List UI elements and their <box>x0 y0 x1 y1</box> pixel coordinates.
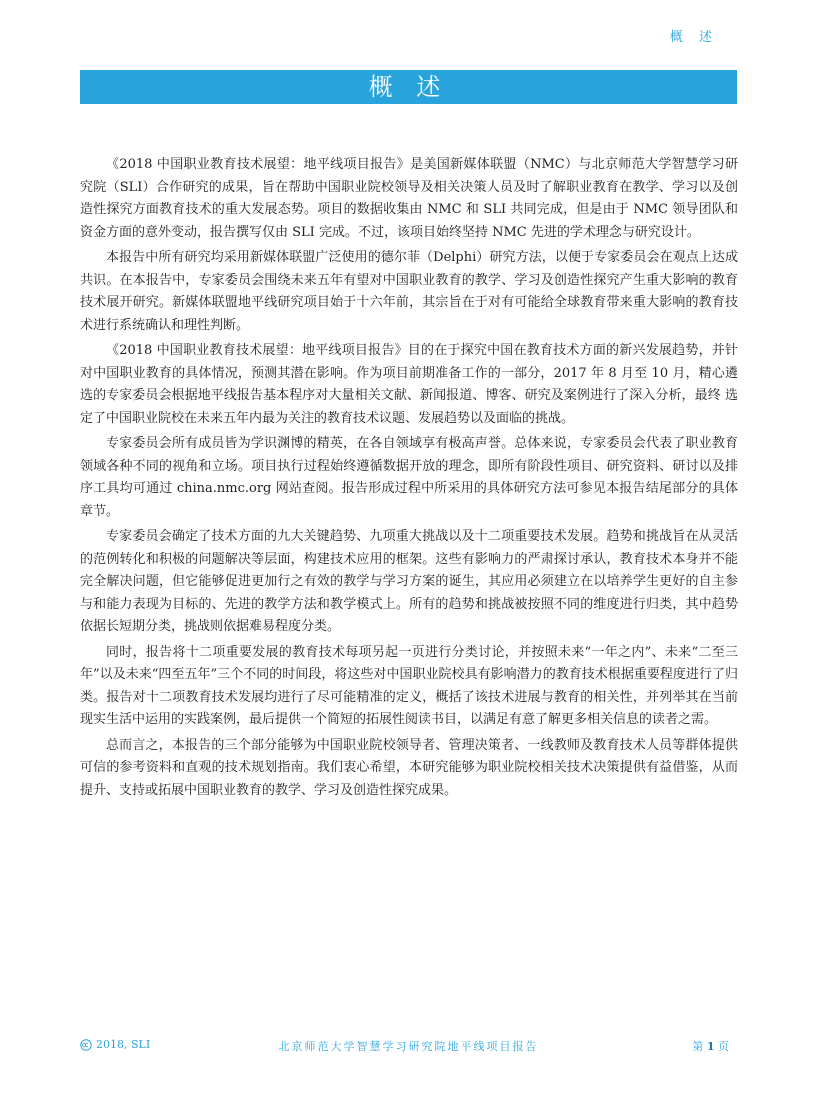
paragraph-4: 专家委员会所有成员皆为学识渊博的精英，在各自领域享有极高声誉。总体来说，专家委员会代表了职业教育领域各种不同的视角和立场。项目执行过程始终遵循数据开放的理念，即所有阶段性项目、研究资料、研讨以及排序工具均可通过 china.nmc.org 网站查阅。报告形成过程中所采用的具体研究方法可参见本报告结尾部分的具体章节。 <box>80 436 738 519</box>
page-prefix: 第 <box>692 1040 704 1053</box>
paragraph-5: 专家委员会确定了技术方面的九大关键趋势、九项重大挑战以及十二项重要技术发展。趋势和挑战旨在从灵活的范例转化和积极的问题解决等层面，构建技术应用的框架。这些有影响力的严肃探讨承认，教育技术本身并不能完全解决问题，但它能够促进更加行之有效的教学与学习方案的诞生，其应用必须建立在以培养学生更好的自主参与和能力表现为目标的、先进的教学方法和教学模式上。所有的趋势和挑战被按照不同的维度进行归类，其中趋势依据长短期分类，挑战则依据难易程度分类。 <box>80 529 738 634</box>
section-title-bar: 概 述 <box>80 70 737 104</box>
paragraph-2: 本报告中所有研究均采用新媒体联盟广泛使用的德尔菲（Delphi）研究方法，以便于专家委员会在观点上达成共识。在本报告中，专家委员会围绕未来五年有望对中国职业教育的教学、学习及创造性探究产生重大影响的教育技术展开研究。新媒体联盟地平线研究项目始于十六年前，其宗旨在于对有可能给全球教育带来重大影响的教育技术进行系统确认和理性判断。 <box>80 250 738 333</box>
page-footer <box>80 1038 737 1056</box>
copyright-text: 2018, SLI <box>96 1038 151 1051</box>
footer-center-title: 北京师范大学智慧学习研究院地平线项目报告 <box>278 1040 539 1053</box>
paragraph-1: 《2018 中国职业教育技术展望：地平线项目报告》是美国新媒体联盟（NMC）与北京师范大学智慧学习研 究院（SLI）合作研究的成果，旨在帮助中国职业院校领导及相关决策人员及时了解职业教育在教学、学习以及创造性探究方面教育技术的重大发展态势。项目的数据收集由 NMC 和 SLI 共同完成，但是由于 NMC 领导团队和 资金方面的意外变动，报告撰写仅由 SLI 完成。不过，该项目始终坚持 NMC 先进的学术理念与研究设计。 <box>80 157 738 240</box>
page-suffix: 页 <box>718 1040 729 1053</box>
paragraph-3: 《2018 中国职业教育技术展望：地平线项目报告》目的在于探究中国在教育技术方面的新兴发展趋势，并针对中国职业教育的具体情况，预测其潜在影响。作为项目前期准备工作的一部分，2017 年 8 月至 10 月，精心遴 选的专家委员会根据地平线报告基本程序对大量相关文献、新闻报道、博客、研究及案例进行了深入分析，最终 选定了中国职业院校在未来五年内最为关注的教育技术议题、发展趋势以及面临的挑战。 <box>80 343 738 426</box>
paragraph-6: 同时，报告将十二项重要发展的教育技术每项另起一页进行分类讨论，并按照未来“一年之内”、未来“二至三年”以及未来“四至五年”三个不同的时间段，将这些对中国职业院校具有影响潜力的教育技术根据重要程度进行了归类。报告对十二项教育技术发展均进行了尽可能精准的定义，概括了该技术进展与教育的相关性，并列举其在当前现实生活中运用的实践案例，最后提供一个简短的拓展性阅读书目，以满足有意了解更多相关信息的读者之需。 <box>80 644 738 727</box>
paragraph-7: 总而言之，本报告的三个部分能够为中国职业院校领导者、管理决策者、一线教师及教育技术人员等群体提供可信的参考资料和直观的技术规划指南。我们衷心希望，本研究能够为职业院校相关技术决策提供有益借鉴，从而提升、支持或拓展中国职业教育的教学、学习及创造性探究成果。 <box>80 737 738 798</box>
page-number <box>692 1038 729 1054</box>
body-text <box>80 154 738 805</box>
page-number-value: 1 <box>706 1040 715 1053</box>
running-header: 概 述 <box>669 30 718 45</box>
